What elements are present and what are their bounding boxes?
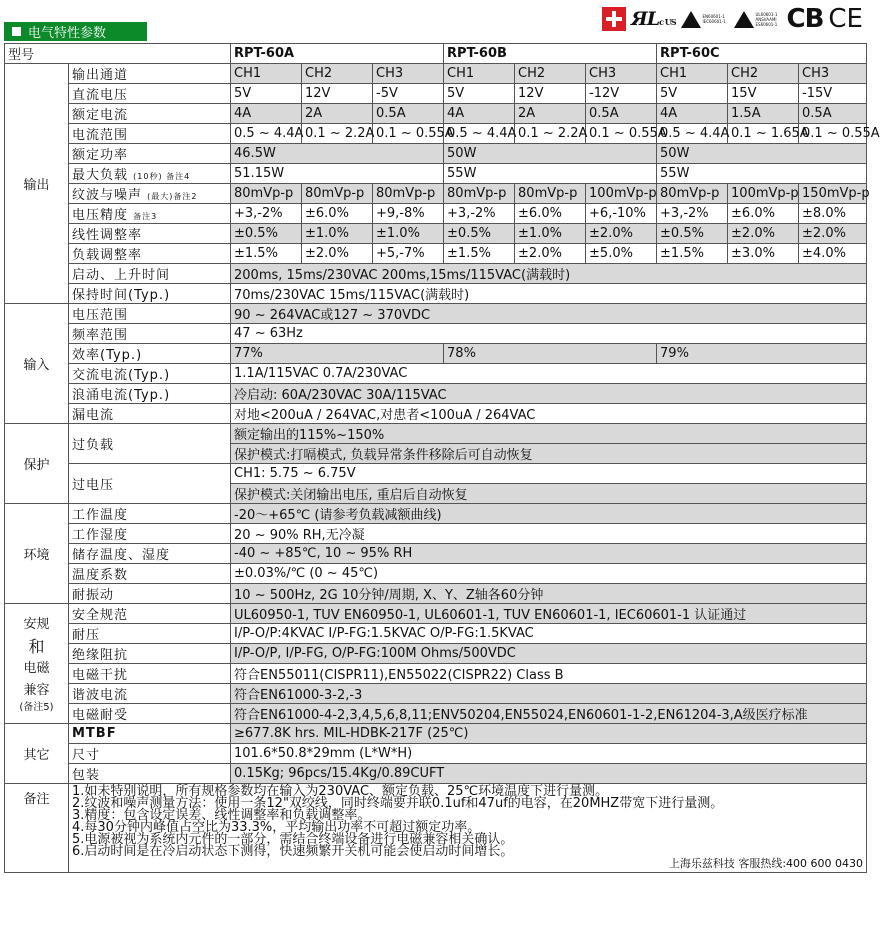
cell: CH2 [728, 64, 799, 84]
label-voltage-range: 电压范围 [69, 304, 231, 324]
row-standards [5, 604, 867, 624]
cell: ±2.0% [302, 244, 373, 264]
label-current-range: 电流范围 [69, 124, 231, 144]
cell: ±0.5% [444, 224, 515, 244]
label-channels: 输出通道 [69, 64, 231, 84]
label-leakage: 漏电流 [69, 404, 231, 424]
category-others: 其它 [5, 724, 69, 784]
cell: 5V [444, 84, 515, 104]
cell: 0.5 ~ 4.4A [231, 124, 302, 144]
cell: +3,-2% [231, 204, 302, 224]
row-storage [5, 544, 867, 564]
cell: 70ms/230VAC 15ms/115VAC(满载时) [231, 284, 867, 304]
note-4: 4.每30分钟内峰值占空比为33.3%，平均输出功率不可超过额定功率。 [72, 820, 481, 835]
cell: 78% [444, 344, 657, 364]
label-hold-up: 保持时间(Typ.) [69, 284, 231, 304]
cell: 冷启动: 60A/230VAC 30A/115VAC [231, 384, 867, 404]
label-voltage-accuracy: 电压精度 备注3 [69, 204, 231, 224]
cell: ±2.0% [728, 224, 799, 244]
cell: 55W [657, 164, 867, 184]
cell: 1.5A [728, 104, 799, 124]
label-rated-current: 额定电流 [69, 104, 231, 124]
cell: +3,-2% [657, 204, 728, 224]
cell: ±3.0% [728, 244, 799, 264]
label-load-regulation: 负载调整率 [69, 244, 231, 264]
cell: 0.1 ~ 0.55A [586, 124, 657, 144]
row-efficiency [5, 344, 867, 364]
label-ac-current: 交流电流(Typ.) [69, 364, 231, 384]
cell: 77% [231, 344, 444, 364]
note-2: 2.纹波和噪声测量方法：使用一条12"双绞线，同时终端要并联0.1uf和47uf的电容，在20MHZ带宽下进行量测。 [72, 796, 724, 811]
cell: ±5.0% [586, 244, 657, 264]
cell: 额定输出的115%~150% [231, 424, 867, 444]
label-setup-rise: 启动、上升时间 [69, 264, 231, 284]
category-input: 输入 [5, 304, 69, 424]
cell: 80mVp-p [231, 184, 302, 204]
cell: 0.5 ~ 4.4A [657, 124, 728, 144]
model-rpt60c: RPT-60C [657, 44, 867, 64]
cell: +5,-7% [373, 244, 444, 264]
cell: 50W [657, 144, 867, 164]
row-dimension [5, 744, 867, 764]
row-working-temp [5, 504, 867, 524]
tuv-triangle-icon-2: UL60601-1 ANSI/AAMI ES60601-1 [734, 11, 782, 28]
label-efficiency: 效率(Typ.) [69, 344, 231, 364]
section-title [4, 22, 147, 41]
cell: 80mVp-p [657, 184, 728, 204]
label-vibration: 耐振动 [69, 584, 231, 604]
row-overload-1 [5, 424, 867, 444]
row-emc-immunity [5, 704, 867, 724]
cell: CH1: 5.75 ~ 6.75V [231, 464, 867, 484]
cell: 46.5W [231, 144, 444, 164]
cell: CH1 [657, 64, 728, 84]
cell: ±2.0% [515, 244, 586, 264]
cell: 保护模式:打嗝模式, 负载异常条件移除后可自动恢复 [231, 444, 867, 464]
tuv-triangle-icon: EN60601-1 IEC60601-1 [681, 11, 729, 28]
row-inrush [5, 384, 867, 404]
cell: 79% [657, 344, 867, 364]
cell: -40 ~ +85℃, 10 ~ 95% RH [231, 544, 867, 564]
cell: 150mVp-p [799, 184, 867, 204]
cell: CH1 [231, 64, 302, 84]
label-freq-range: 频率范围 [69, 324, 231, 344]
cell: CH1 [444, 64, 515, 84]
cell: 47 ~ 63Hz [231, 324, 867, 344]
row-voltage-range [5, 304, 867, 324]
cell: ±6.0% [302, 204, 373, 224]
label-temp-coeff: 温度系数 [69, 564, 231, 584]
row-channels [5, 64, 867, 84]
cell: 0.5A [799, 104, 867, 124]
label-overload: 过负载 [69, 424, 231, 464]
row-working-humidity [5, 524, 867, 544]
cell: CH2 [302, 64, 373, 84]
cell: -12V [586, 84, 657, 104]
cell: ±1.5% [231, 244, 302, 264]
row-notes [5, 784, 867, 873]
label-overvoltage: 过电压 [69, 464, 231, 504]
label-inrush: 浪涌电流(Typ.) [69, 384, 231, 404]
cell: ±2.0% [799, 224, 867, 244]
row-freq-range [5, 324, 867, 344]
cell: +3,-2% [444, 204, 515, 224]
label-ripple: 纹波与噪声 (最大)备注2 [69, 184, 231, 204]
cell: 符合EN61000-4-2,3,4,5,6,8,11;ENV50204,EN55024,EN60601-1-2,EN61204-3,A级医疗标准 [231, 704, 867, 724]
row-vibration [5, 584, 867, 604]
cell: -15V [799, 84, 867, 104]
certification-logos [602, 4, 863, 34]
row-packing [5, 764, 867, 784]
cell: 15V [728, 84, 799, 104]
cell: 80mVp-p [515, 184, 586, 204]
cell: CH3 [799, 64, 867, 84]
section-title-text: 电气特性参数 [28, 26, 107, 41]
cell: 0.1 ~ 2.2A [302, 124, 373, 144]
cell: ±1.0% [515, 224, 586, 244]
cell: 51.15W [231, 164, 444, 184]
cell: ±4.0% [799, 244, 867, 264]
cell: ±8.0% [799, 204, 867, 224]
cell: I/P-O/P, I/P-FG, O/P-FG:100M Ohms/500VDC [231, 644, 867, 664]
cell: 2A [302, 104, 373, 124]
cell: ±0.5% [657, 224, 728, 244]
cell: 0.1 ~ 1.65A [728, 124, 799, 144]
cell: CH3 [373, 64, 444, 84]
cell: UL60950-1, TUV EN60950-1, UL60601-1, TUV EN60601-1, IEC60601-1 认证通过 [231, 604, 867, 624]
cell: ±1.5% [657, 244, 728, 264]
cell: 对地<200uA / 264VAC,对患者<100uA / 264VAC [231, 404, 867, 424]
model-rpt60b: RPT-60B [444, 44, 657, 64]
note-3: 3.精度：包含设定误差、线性调整率和负载调整率。 [72, 808, 371, 823]
cell: 10 ~ 500Hz, 2G 10分钟/周期, X、Y、Z轴各60分钟 [231, 584, 867, 604]
row-temp-coeff [5, 564, 867, 584]
cell: 12V [302, 84, 373, 104]
cell: CH2 [515, 64, 586, 84]
label-emc-immunity: 电磁耐受 [69, 704, 231, 724]
cell: ±1.5% [444, 244, 515, 264]
row-max-load [5, 164, 867, 184]
label-storage: 储存温度、湿度 [69, 544, 231, 564]
row-ac-current [5, 364, 867, 384]
note-5: 5.电源被视为系统内元件的一部分，需结合终端设备进行电磁兼容相关确认。 [72, 832, 514, 847]
row-line-regulation [5, 224, 867, 244]
cell: 0.15Kg; 96pcs/15.4Kg/0.89CUFT [231, 764, 867, 784]
cell: 50W [444, 144, 657, 164]
cell: ±6.0% [728, 204, 799, 224]
cell: 55W [444, 164, 657, 184]
row-ripple [5, 184, 867, 204]
label-working-humidity: 工作湿度 [69, 524, 231, 544]
cell: 符合EN55011(CISPR11),EN55022(CISPR22) Class B [231, 664, 867, 684]
cell: ±1.0% [373, 224, 444, 244]
cell: 1.1A/115VAC 0.7A/230VAC [231, 364, 867, 384]
cell: 100mVp-p [586, 184, 657, 204]
row-setup-rise [5, 264, 867, 284]
cell: 12V [515, 84, 586, 104]
cell: 4A [657, 104, 728, 124]
notes-content [69, 784, 867, 873]
cell: 2A [515, 104, 586, 124]
label-rated-power: 额定功率 [69, 144, 231, 164]
ul-logo-icon: ЯLc US [630, 8, 676, 30]
cell: 0.1 ~ 2.2A [515, 124, 586, 144]
label-dimension: 尺寸 [69, 744, 231, 764]
cell: 0.5A [373, 104, 444, 124]
row-mtbf [5, 724, 867, 744]
row-leakage [5, 404, 867, 424]
model-rpt60a: RPT-60A [231, 44, 444, 64]
label-emc-emission: 电磁干扰 [69, 664, 231, 684]
label-withstand: 耐压 [69, 624, 231, 644]
header-label: 型号 [5, 44, 231, 64]
cell: 80mVp-p [373, 184, 444, 204]
cell: 200ms, 15ms/230VAC 200ms,15ms/115VAC(满载时) [231, 264, 867, 284]
cell: ±0.03%/℃ (0 ~ 45℃) [231, 564, 867, 584]
cell: +6,-10% [586, 204, 657, 224]
row-current-range [5, 124, 867, 144]
row-rated-current [5, 104, 867, 124]
cell: ±6.0% [515, 204, 586, 224]
row-dc-voltage [5, 84, 867, 104]
row-harmonic [5, 684, 867, 704]
cell: 4A [444, 104, 515, 124]
label-line-regulation: 线性调整率 [69, 224, 231, 244]
cell: ±2.0% [586, 224, 657, 244]
row-load-regulation [5, 244, 867, 264]
row-hold-up [5, 284, 867, 304]
cell: 5V [657, 84, 728, 104]
label-harmonic: 谐波电流 [69, 684, 231, 704]
note-1: 1.如未特别说明，所有规格参数均在输入为230VAC、额定负载、25℃环境温度下进行量测。 [72, 784, 609, 799]
category-environment: 环境 [5, 504, 69, 604]
cell: 100mVp-p [728, 184, 799, 204]
cell: 0.5 ~ 4.4A [444, 124, 515, 144]
row-isolation [5, 644, 867, 664]
cell: I/P-O/P:4KVAC I/P-FG:1.5KVAC O/P-FG:1.5KVAC [231, 624, 867, 644]
category-protection: 保护 [5, 424, 69, 504]
label-max-load: 最大负载 (10秒) 备注4 [69, 164, 231, 184]
cell: +9,-8% [373, 204, 444, 224]
cell: 符合EN61000-3-2,-3 [231, 684, 867, 704]
medical-cross-icon [602, 7, 626, 31]
category-notes: 备注 [5, 784, 69, 873]
row-overvoltage-1 [5, 464, 867, 484]
category-output: 输出 [5, 64, 69, 304]
row-rated-power [5, 144, 867, 164]
cell: 80mVp-p [444, 184, 515, 204]
cell: ±0.5% [231, 224, 302, 244]
cell: 5V [231, 84, 302, 104]
cell: ±1.0% [302, 224, 373, 244]
label-packing: 包装 [69, 764, 231, 784]
label-mtbf: MTBF [69, 724, 231, 744]
label-dc-voltage: 直流电压 [69, 84, 231, 104]
cell: 80mVp-p [302, 184, 373, 204]
category-safety-emc: 安规 和 电磁 兼容 (备注5) [5, 604, 69, 724]
row-withstand [5, 624, 867, 644]
cell: 0.1 ~ 0.55A [799, 124, 867, 144]
cell: ≥677.8K hrs. MIL-HDBK-217F (25℃) [231, 724, 867, 744]
cell: 101.6*50.8*29mm (L*W*H) [231, 744, 867, 764]
customer-hotline: 上海乐兹科技 客服热线:400 600 0430 [668, 857, 864, 870]
cell: -5V [373, 84, 444, 104]
row-voltage-accuracy [5, 204, 867, 224]
label-standards: 安全规范 [69, 604, 231, 624]
label-isolation: 绝缘阻抗 [69, 644, 231, 664]
header-row [5, 44, 867, 64]
note-6: 6.启动时间是在冷启动状态下测得，快速频繁开关机可能会使启动时间增长。 [72, 844, 514, 859]
title-square-icon [12, 27, 21, 36]
spec-table [4, 43, 880, 873]
cell: -20～+65℃ (请参考负载减额曲线) [231, 504, 867, 524]
row-emc-emission [5, 664, 867, 684]
cell: 0.5A [586, 104, 657, 124]
cell: CH3 [586, 64, 657, 84]
cell: 保护模式:关闭输出电压, 重启后自动恢复 [231, 484, 867, 504]
cell: 90 ~ 264VAC或127 ~ 370VDC [231, 304, 867, 324]
cell: 20 ~ 90% RH,无冷凝 [231, 524, 867, 544]
cell: 0.1 ~ 0.55A [373, 124, 444, 144]
label-working-temp: 工作温度 [69, 504, 231, 524]
cb-logo-icon: CB [786, 4, 824, 34]
cell: 4A [231, 104, 302, 124]
ce-logo-icon: CE [828, 4, 863, 34]
